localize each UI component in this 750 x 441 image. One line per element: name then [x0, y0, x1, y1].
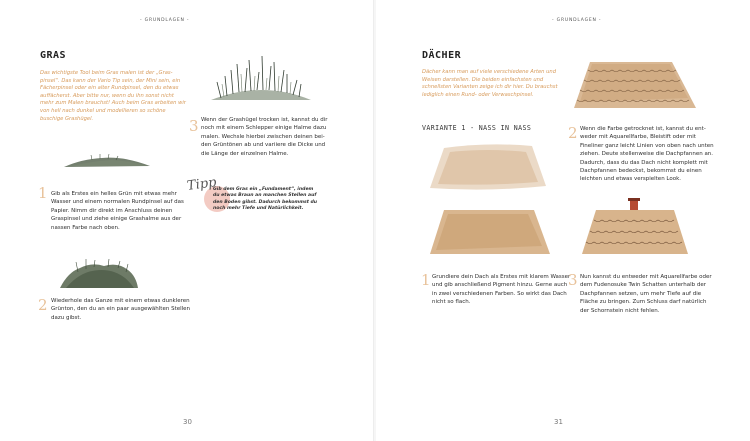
roof-tiles-illustration: [572, 58, 698, 114]
roof-wash-dark-illustration: [428, 206, 552, 258]
tip-text: Gib dem Gras ein „Fundament“, indem du etwas Braun an manchen Stellen auf den Boden gibst. Dadurch bekommst du noch mehr Tiefe und Natürlichkeit.: [213, 187, 318, 212]
section-title: DÄCHER: [422, 50, 462, 61]
page-number: 30: [183, 418, 192, 426]
page-header: - GRUNDLAGEN -: [552, 18, 602, 23]
step-text: Grundiere dein Dach als Erstes mit klarem Wasser und gib anschließend Pigment hinzu. Gerne auch in zwei verschiedenen Farben. So wirkt das Dach nicht so flach.: [432, 274, 571, 306]
variant-subtitle: VARIANTE 1 - NASS IN NASS: [422, 124, 532, 132]
roof-chimney-illustration: [580, 198, 690, 258]
step-number: 1: [421, 271, 431, 289]
step-text: Gib als Erstes ein helles Grün mit etwas mehr Wasser und einem normalen Rundpinsel auf das Papier. Nimm dir direkt im Anschluss deinen Graspinsel und ziehe einige Grashalme aus der nassen Farbe nach oben.: [51, 191, 184, 231]
step-number: 1: [38, 184, 48, 202]
step-text: Nun kannst du entweder mit Aquarellfarbe oder dem Fudenosuke Twin Schatten unterhalb der Dachpfannen setzen, um mehr Tiefe auf die Fläche zu bringen. Zum Schluss darf natürlich der Schornstein nicht fehlen.: [580, 274, 712, 314]
step-text: Wiederhole das Ganze mit einem etwas dunkleren Grünton, den du an ein paar ausgewählten Stellen dazu gibst.: [51, 298, 191, 321]
step-text: Wenn der Grashügel trocken ist, kannst du dir noch mit einem Schlepper einige Halme dazu malen. Wechsle hierbei zwischen deinen beiden Grüntönen ab und variiere die Dicke und die Länge der einzelnen Halme.: [201, 117, 328, 157]
step-number: 3: [568, 271, 578, 289]
step-number: 3: [189, 117, 199, 135]
intro-text: Dächer kann man auf viele verschiedene Arten und Weisen darstellen. Die beiden einfachsten und schnellsten Varianten zeige ich dir hier. Du brauchst lediglich einen Rund- oder Verwaschpinsel.: [422, 69, 558, 98]
intro-text: Das wichtigste Tool beim Gras malen ist der „Graspinsel“. Das kann der Vario Tip sein, der Mini sein, ein Fächerpinsel oder ein alter Rundpinsel, den du etwas auffächerst. Aber bitte nur, wenn du ihn sonst nicht mehr zum Malen brauchst! Auch beim Gras arbeiten wir von hell nach dunkel und modellieren so schöne buschige Grashügel.: [40, 70, 186, 122]
grass-tall-illustration: [207, 54, 315, 104]
step-number: 2: [38, 296, 48, 314]
step-text: Wenn die Farbe getrocknet ist, kannst du entweder mit Aquarellfarbe, Bleistift oder mit Fineliner ganz leicht Linien von oben nach unten ziehen. Deute stellenweise die Dachpfannen an. Dadurch, dass du das Dach nicht komplett mit Dachpfannen bedeckst, bekommst du einen leichten und etwas verspielten Look.: [580, 126, 714, 183]
step-number: 2: [568, 124, 578, 142]
page-number: 31: [554, 418, 563, 426]
left-page: [0, 0, 374, 441]
page-header: - GRUNDLAGEN -: [140, 18, 190, 23]
right-page: [376, 0, 750, 441]
grass-bush-illustration: [58, 258, 140, 292]
roof-wash-light-illustration: [428, 142, 548, 194]
tip-label: Tipp: [186, 175, 218, 194]
section-title: GRAS: [40, 50, 67, 61]
grass-mound-illustration: [62, 150, 152, 170]
